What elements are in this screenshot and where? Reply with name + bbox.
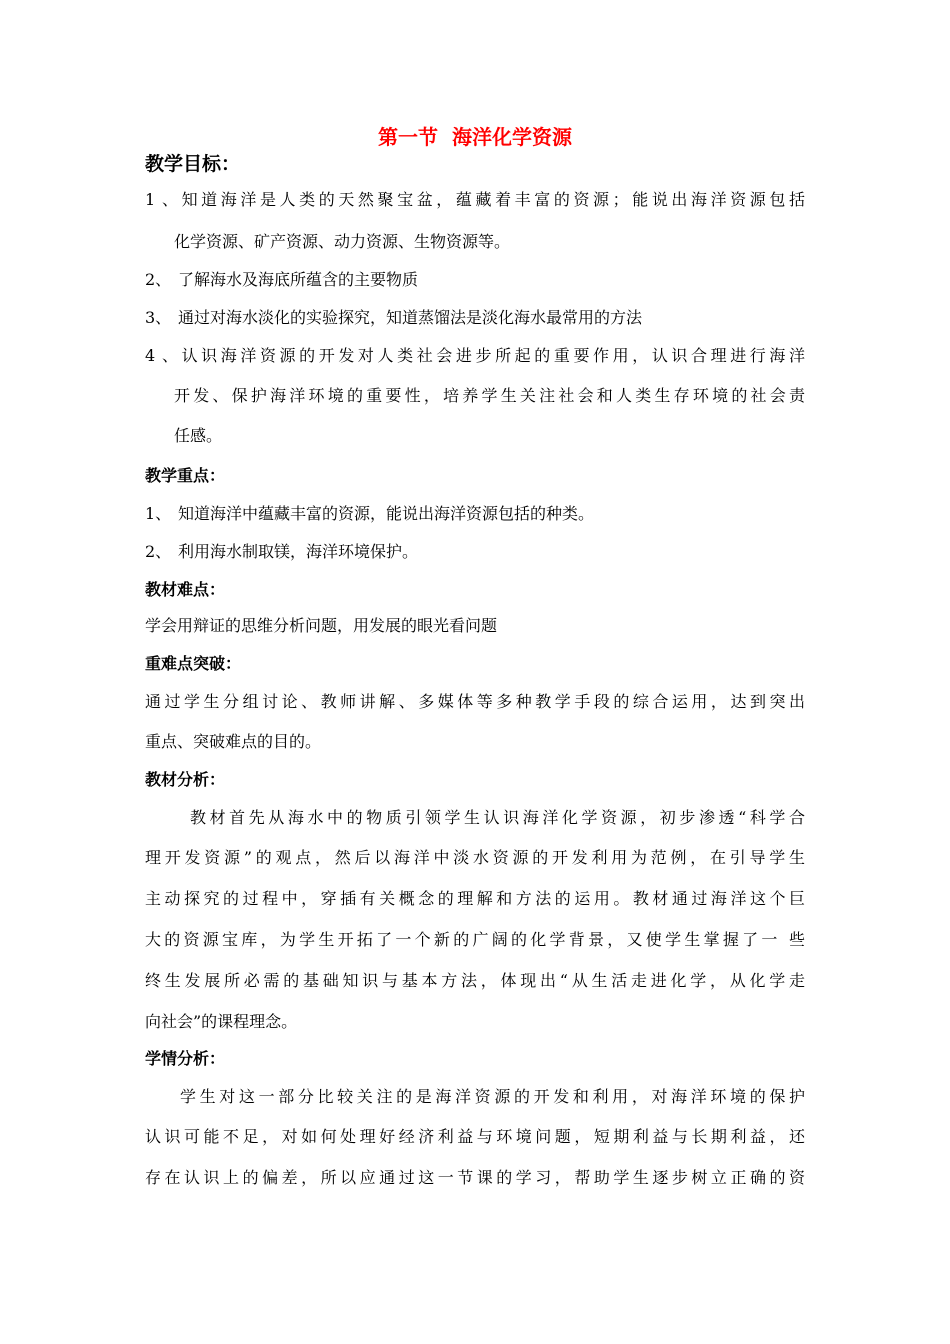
material-analysis-line: 终生发展所必需的基础知识与基本方法，体现出“从生活走进化学，从化学走 xyxy=(145,971,805,990)
objective-item-4 xyxy=(145,344,805,368)
difficulty-text: 学会用辩证的思维分析问题，用发展的眼光看问题 xyxy=(145,616,498,635)
objective-number: 1、 xyxy=(145,190,178,209)
objective-number: 4、 xyxy=(145,346,178,365)
objective-text: 通过对海水淡化的实验探究，知道蒸馏法是淡化海水最常用的方法 xyxy=(178,308,643,327)
objective-item-4-continued: 开发、保护海洋环境的重要性，培养学生关注社会和人类生存环境的社会责 xyxy=(174,386,805,405)
objective-text: 了解海水及海底所蕴含的主要物质 xyxy=(178,270,419,289)
student-analysis-line: 存在认识上的偏差，所以应通过这一节课的学习，帮助学生逐步树立正确的资 xyxy=(145,1168,805,1187)
key-point-number: 2、 xyxy=(145,542,172,561)
key-point-text: 利用海水制取镁，海洋环境保护。 xyxy=(178,542,419,561)
student-analysis-line: 学生对这一部分比较关注的是海洋资源的开发和利用，对海洋环境的保护 xyxy=(180,1087,805,1106)
breakthrough-text-line-2: 重点、突破难点的目的。 xyxy=(145,732,322,751)
material-analysis-line: 理开发资源”的观点，然后以海洋中淡水资源的开发利用为范例，在引导学生 xyxy=(145,848,805,867)
objective-text: 认识海洋资源的开发对人类社会进步所起的重要作用，认识合理进行海洋 xyxy=(178,346,805,365)
objective-item-3 xyxy=(145,306,642,330)
objective-item-2 xyxy=(145,268,418,292)
objective-number: 3、 xyxy=(145,308,172,327)
breakthrough-text-line-1: 通过学生分组讨论、教师讲解、多媒体等多种教学手段的综合运用，达到突出 xyxy=(145,692,805,711)
material-analysis-line: 向社会”的课程理念。 xyxy=(145,1012,298,1031)
key-point-item-1 xyxy=(145,502,594,526)
student-analysis-heading: 学情分析： xyxy=(145,1049,226,1068)
material-analysis-line: 教材首先从海水中的物质引领学生认识海洋化学资源，初步渗透“科学合 xyxy=(190,808,805,827)
key-point-number: 1、 xyxy=(145,504,172,523)
breakthrough-heading: 重难点突破： xyxy=(145,654,242,673)
material-analysis-heading: 教材分析： xyxy=(145,770,226,789)
material-analysis-line: 大的资源宝库，为学生开拓了一个新的广阔的化学背景，又使学生掌握了一 些 xyxy=(145,930,805,949)
objective-item-4-continued-2: 任感。 xyxy=(174,426,223,445)
key-points-heading: 教学重点： xyxy=(145,466,226,485)
objective-item-1 xyxy=(145,188,805,212)
objectives-heading: 教学目标： xyxy=(145,153,241,175)
difficulty-heading: 教材难点： xyxy=(145,580,226,599)
material-analysis-line: 主动探究的过程中，穿插有关概念的理解和方法的运用。教材通过海洋这个巨 xyxy=(145,889,805,908)
objective-number: 2、 xyxy=(145,270,172,289)
student-analysis-line: 认识可能不足，对如何处理好经济利益与环境问题，短期利益与长期利益，还 xyxy=(145,1127,805,1146)
key-point-text: 知道海洋中蕴藏丰富的资源，能说出海洋资源包括的种类。 xyxy=(178,504,595,523)
key-point-item-2 xyxy=(145,540,418,564)
page-title: 第一节 海洋化学资源 xyxy=(378,125,572,149)
objective-item-1-continued: 化学资源、矿产资源、动力资源、生物资源等。 xyxy=(174,232,511,251)
objective-text: 知道海洋是人类的天然聚宝盆，蕴藏着丰富的资源；能说出海洋资源包括 xyxy=(178,190,805,209)
